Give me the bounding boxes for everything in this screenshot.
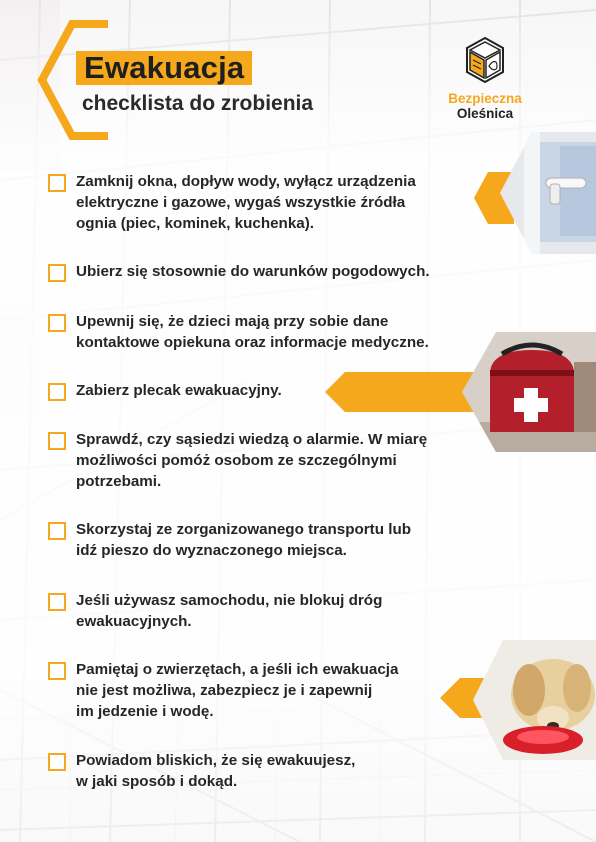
checklist-item-3 [48, 311, 429, 353]
text-line: Zabierz plecak ewakuacyjny. [76, 382, 282, 399]
text-line: w jaki sposób i dokąd. [76, 773, 238, 790]
checklist-item-text [76, 750, 355, 792]
checkbox[interactable] [48, 593, 66, 611]
checkbox[interactable] [48, 174, 66, 192]
dog-photo [473, 640, 596, 760]
text-line: Zamknij okna, dopływ wody, wyłącz urządzenia [76, 173, 416, 190]
text-line: kontaktowe opiekuna oraz informacje medyczne. [76, 334, 429, 351]
checklist-item-5 [48, 429, 427, 492]
text-line: idź pieszo do wyznaczonego miejsca. [76, 542, 347, 559]
checklist-item-text [76, 171, 416, 234]
checkbox[interactable] [48, 662, 66, 680]
checkbox[interactable] [48, 522, 66, 540]
checkbox[interactable] [48, 314, 66, 332]
checklist-item-text [76, 590, 382, 632]
text-line: Skorzystaj ze zorganizowanego transportu lub [76, 521, 412, 538]
checkbox[interactable] [48, 383, 66, 401]
text-line: ognia (piec, kominek, kuchenka). [76, 215, 315, 232]
text-line: elektryczne i gazowe, wygaś wszystkie źródła [76, 194, 406, 211]
text-line: Sprawdź, czy sąsiedzi wiedzą o alarmie. W miarę [76, 431, 428, 448]
checklist-item-7 [48, 590, 382, 632]
window-photo [500, 132, 596, 254]
checklist-item-2 [48, 261, 430, 282]
hexagon-logo-icon [463, 36, 507, 84]
text-line: Powiadom bliskich, że się ewakuujesz, [76, 752, 356, 769]
checklist-item-9 [48, 750, 355, 792]
page-subtitle: checklista do zrobienia [82, 92, 314, 115]
text-line: ewakuacyjnych. [76, 613, 192, 630]
checklist-item-text [76, 659, 398, 722]
text-line: potrzebami. [76, 473, 162, 490]
checklist-item-1 [48, 171, 416, 234]
text-line: Pamiętaj o zwierzętach, a jeśli ich ewakuacja [76, 661, 399, 678]
text-line: im jedzenie i wodę. [76, 703, 214, 720]
checklist-item-6 [48, 519, 411, 561]
text-line: nie jest możliwa, zabezpiecz je i zapewnij [76, 682, 373, 699]
page-title: Ewakuacja [84, 50, 245, 85]
checklist-item-text [76, 380, 282, 401]
text-line: Jeśli używasz samochodu, nie blokuj dróg [76, 592, 383, 609]
checklist-item-text [76, 261, 430, 282]
checkbox[interactable] [48, 753, 66, 771]
logo-text-line1: Bezpieczna [448, 91, 522, 106]
logo [430, 36, 540, 121]
checkbox[interactable] [48, 264, 66, 282]
title-highlight [76, 51, 252, 85]
checklist-item-4 [48, 380, 282, 401]
first-aid-bag-photo [462, 332, 596, 452]
checklist-item-text [76, 311, 429, 353]
checkbox[interactable] [48, 432, 66, 450]
checklist-item-text [76, 519, 411, 561]
text-line: Upewnij się, że dzieci mają przy sobie dane [76, 313, 389, 330]
logo-text-line2: Oleśnica [456, 106, 514, 121]
text-line: Ubierz się stosownie do warunków pogodowych. [76, 263, 430, 280]
checklist-item-text [76, 429, 427, 492]
text-line: możliwości pomóż osobom ze szczególnymi [76, 452, 397, 469]
checklist-item-8 [48, 659, 398, 722]
